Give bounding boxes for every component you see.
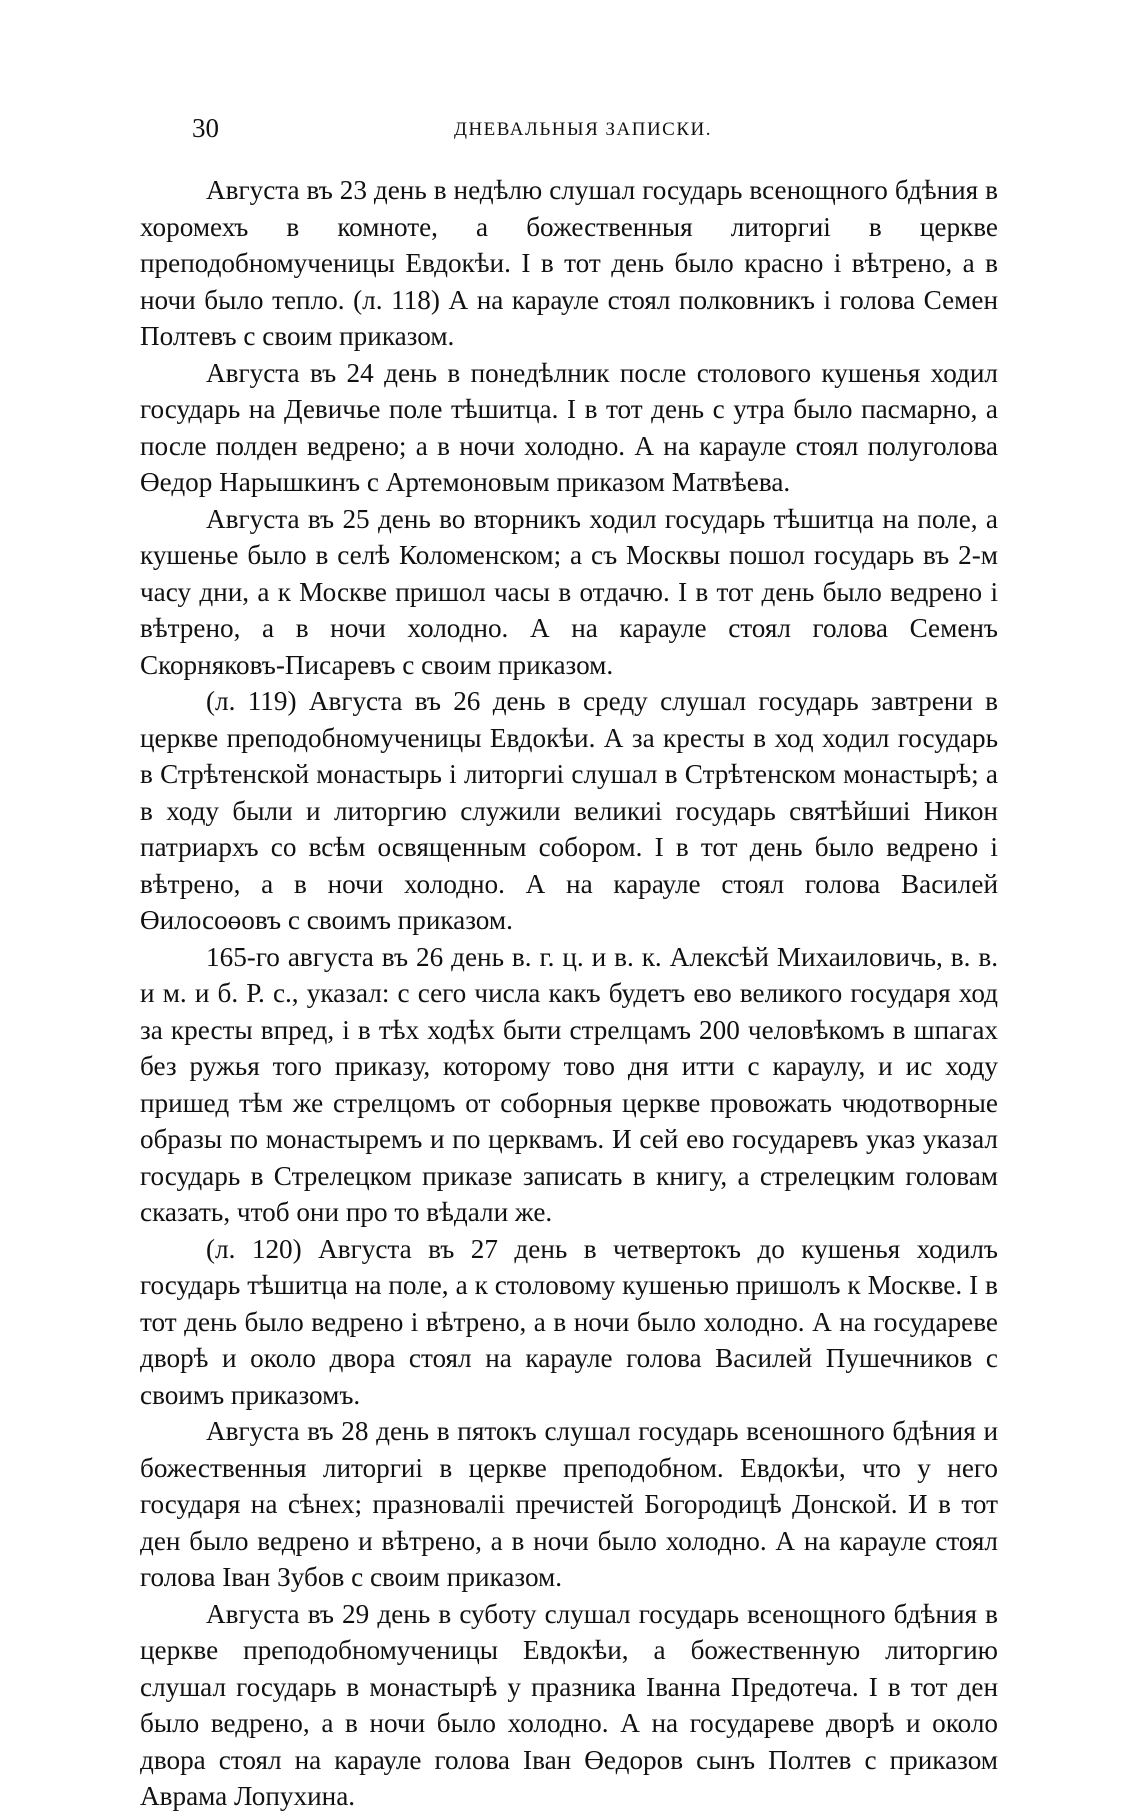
paragraph-august-27: (л. 120) Августа въ 27 день в четвертокъ до кушенья ходилъ государь тѣшитца на поле, а к столовому кушенью пришолъ к Москве. І в тот день было ведрено і вѣтрено, а в ночи было холодно. А на государеве дворѣ и около двора стоял на карауле голова Василей Пушечников с своимъ приказомъ. [140, 1233, 998, 1410]
paragraph-decree-165: 165-го августа въ 26 день в. г. ц. и в. к. Алексѣй Михаиловичь, в. в. и м. и б. Р. с., указал: с сего числа какъ будетъ ево великого государя ход за кресты впред, і в тѣх ходѣх быти стрелцамъ 200 человѣкомъ в шпагах без ружья того приказу, которому тово дня итти с караулу, и ис ходу пришед тѣм же стрелцомъ от соборныя церкве провожать чюдотворные образы по монастыремъ и по церквамъ. И сей ево государевъ указ указал государь в Стрелецком приказе записать в книгу, а стрелецким головам сказать, чтоб они про то вѣдали же. [140, 941, 998, 1227]
paragraph-august-28: Августа въ 28 день в пятокъ слушал государь всеношного бдѣния и божественныя литоргиі в церкве преподобном. Евдокѣи, что у него государя на сѣнех; празноваліі пречистей Богородицѣ Донской. И в тот ден было ведрено и вѣтрено, а в ночи было холодно. А на карауле стоял голова Іван Зубов с своим приказом. [140, 1416, 998, 1592]
paragraph-august-25: Августа въ 25 день во вторникъ ходил государь тѣшитца на поле, а кушенье было в селѣ Коломенском; а съ Москвы пошол государь въ 2-м часу дни, а к Москве пришол часы в отдачю. І в тот день было ведрено і вѣтрено, а в ночи холодно. А на карауле стоял голова Семенъ Скорняковъ-Писаревъ с своим приказом. [140, 503, 998, 680]
paragraph-august-23: Августа въ 23 день в недѣлю слушал государь всенощного бдѣния в хоромехъ в комноте, а божественныя литоргиі в церкве преподобномученицы Евдокѣи. І в тот день было красно і вѣтрено, а в ночи было тепло. (л. 118) А на карауле стоял полковникъ і голова Семен Полтевъ с своим приказом. [140, 175, 998, 351]
running-title: ДНЕВАЛЬНЫЯ ЗАПИСКИ. [454, 119, 712, 140]
paragraph-august-26: (л. 119) Августа въ 26 день в среду слушал государь завтрени в церкве преподобномученицы Евдокѣи. А за кресты в ход ходил государь в Стрѣтенской монастырь і литоргиі слушал в Стрѣтенском монастырѣ; а в ходу были и литоргию служили великиі государь святѣйшиі Никон патриархъ со всѣм освященным собором. І в тот день было ведрено і вѣтрено, а в ночи холодно. А на карауле стоял голова Василей Өилосоөовъ с своимъ приказом. [140, 686, 998, 935]
page-header [192, 112, 992, 152]
paragraph-august-29: Августа въ 29 день в суботу слушал государь всенощного бдѣния в церкве преподобномученицы Евдокѣи, а божественную литоргию слушал государь в монастырѣ у празника Іванна Предотеча. І в тот ден было ведрено, а в ночи было холодно. А на государеве дворѣ и около двора стоял на карауле голова Іван Өедоров сынъ Полтев с приказом Аврама Лопухина. [140, 1598, 998, 1811]
paragraph-august-24: Августа въ 24 день в понедѣлник после столового кушенья ходил государь на Девичье поле тѣшитца. І в тот день с утра было пасмарно, а после полден ведрено; а в ночи холодно. А на карауле стоял полуголова Өедор Нарышкинъ с Артемоновым приказом Матвѣева. [140, 357, 998, 497]
page-number: 30 [192, 113, 219, 143]
body-text [140, 172, 998, 1815]
